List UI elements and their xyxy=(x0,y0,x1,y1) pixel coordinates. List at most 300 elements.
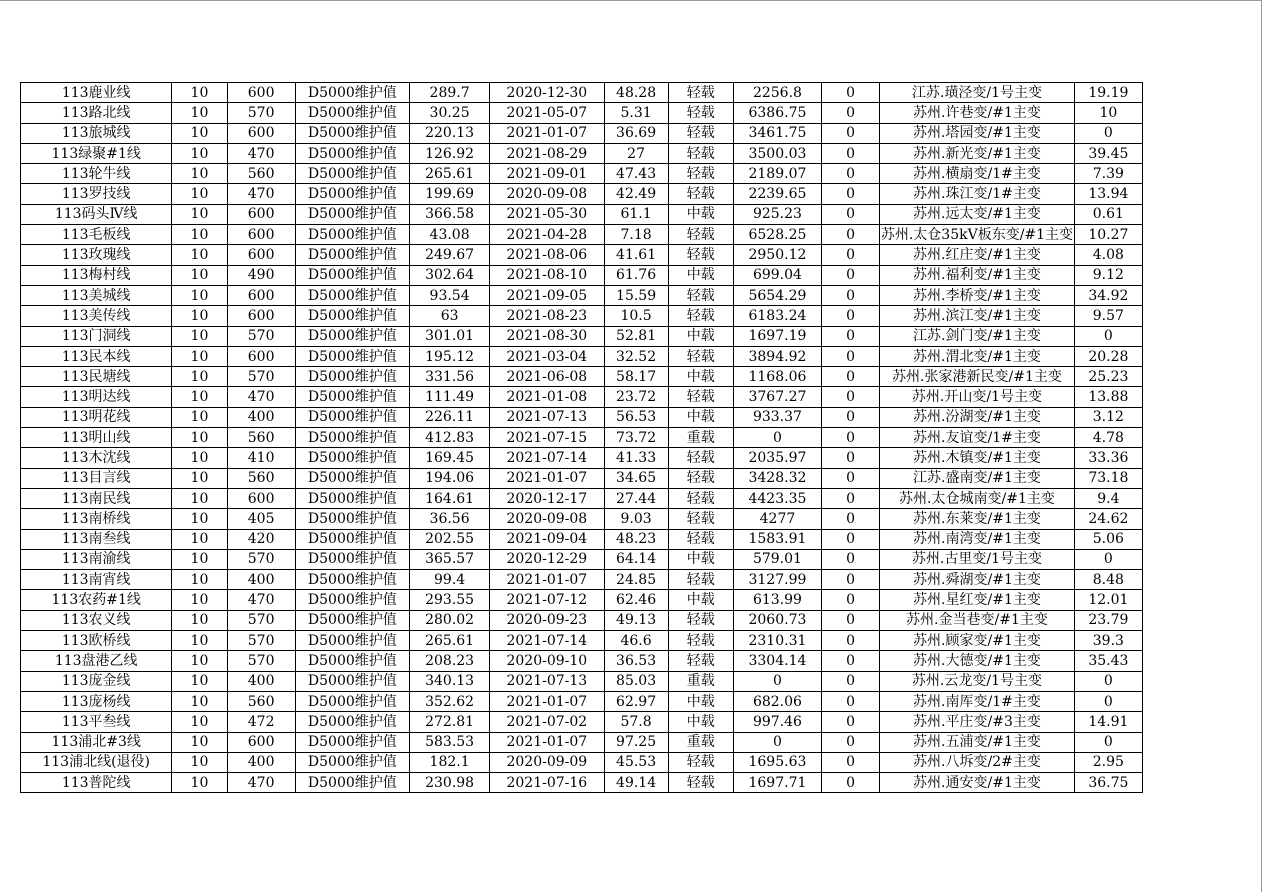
cell-substation[interactable]: 苏州.南湾变/#1主变 xyxy=(880,529,1075,549)
cell-rated-current[interactable]: 600 xyxy=(227,346,295,366)
cell-line-name[interactable]: 113南叁线 xyxy=(21,529,172,549)
cell-percent[interactable]: 9.12 xyxy=(1074,265,1142,285)
cell-remaining-capacity[interactable]: 0 xyxy=(733,732,821,752)
cell-line-name[interactable]: 113绿聚#1线 xyxy=(21,143,172,163)
cell-date[interactable]: 2021-08-23 xyxy=(490,306,604,326)
cell-line-name[interactable]: 113明山线 xyxy=(21,428,172,448)
cell-percent[interactable]: 9.4 xyxy=(1074,488,1142,508)
cell-remaining-capacity[interactable]: 682.06 xyxy=(733,691,821,711)
cell-data-source[interactable]: D5000维护值 xyxy=(295,549,409,569)
cell-date[interactable]: 2021-01-07 xyxy=(490,691,604,711)
cell-load-rate[interactable]: 47.43 xyxy=(604,164,668,184)
cell-percent[interactable]: 13.88 xyxy=(1074,387,1142,407)
cell-remaining-capacity[interactable]: 5654.29 xyxy=(733,285,821,305)
cell-voltage[interactable]: 10 xyxy=(172,590,227,610)
cell-voltage[interactable]: 10 xyxy=(172,245,227,265)
cell-rated-current[interactable]: 600 xyxy=(227,225,295,245)
cell-substation[interactable]: 苏州.大德变/#1主变 xyxy=(880,651,1075,671)
cell-rated-current[interactable]: 570 xyxy=(227,651,295,671)
cell-remaining-capacity[interactable]: 2035.97 xyxy=(733,448,821,468)
cell-flag[interactable]: 0 xyxy=(822,631,880,651)
cell-line-name[interactable]: 113玫瑰线 xyxy=(21,245,172,265)
cell-load-rate[interactable]: 49.13 xyxy=(604,610,668,630)
cell-remaining-capacity[interactable]: 1697.19 xyxy=(733,326,821,346)
cell-date[interactable]: 2020-12-17 xyxy=(490,488,604,508)
cell-percent[interactable]: 35.43 xyxy=(1074,651,1142,671)
cell-substation[interactable]: 苏州.许巷变/#1主变 xyxy=(880,103,1075,123)
cell-date[interactable]: 2021-07-15 xyxy=(490,428,604,448)
cell-substation[interactable]: 苏州.李桥变/#1主变 xyxy=(880,285,1075,305)
cell-line-name[interactable]: 113平叁线 xyxy=(21,712,172,732)
cell-rated-current[interactable]: 600 xyxy=(227,488,295,508)
cell-date[interactable]: 2021-07-13 xyxy=(490,407,604,427)
cell-voltage[interactable]: 10 xyxy=(172,752,227,772)
cell-load-rate[interactable]: 52.81 xyxy=(604,326,668,346)
cell-substation[interactable]: 苏州.渭北变/#1主变 xyxy=(880,346,1075,366)
cell-load-status[interactable]: 轻载 xyxy=(668,387,733,407)
cell-rated-current[interactable]: 600 xyxy=(227,245,295,265)
cell-load-status[interactable]: 轻载 xyxy=(668,509,733,529)
cell-load-rate[interactable]: 7.18 xyxy=(604,225,668,245)
cell-current-value[interactable]: 169.45 xyxy=(410,448,490,468)
cell-load-rate[interactable]: 62.46 xyxy=(604,590,668,610)
cell-load-rate[interactable]: 42.49 xyxy=(604,184,668,204)
cell-remaining-capacity[interactable]: 0 xyxy=(733,428,821,448)
cell-flag[interactable]: 0 xyxy=(822,103,880,123)
cell-current-value[interactable]: 412.83 xyxy=(410,428,490,448)
cell-voltage[interactable]: 10 xyxy=(172,529,227,549)
cell-voltage[interactable]: 10 xyxy=(172,265,227,285)
cell-line-name[interactable]: 113庞杨线 xyxy=(21,691,172,711)
cell-percent[interactable]: 23.79 xyxy=(1074,610,1142,630)
cell-flag[interactable]: 0 xyxy=(822,590,880,610)
cell-substation[interactable]: 苏州.木镇变/#1主变 xyxy=(880,448,1075,468)
cell-current-value[interactable]: 182.1 xyxy=(410,752,490,772)
cell-flag[interactable]: 0 xyxy=(822,488,880,508)
cell-percent[interactable]: 19.19 xyxy=(1074,83,1142,103)
cell-current-value[interactable]: 230.98 xyxy=(410,773,490,793)
cell-flag[interactable]: 0 xyxy=(822,691,880,711)
cell-load-rate[interactable]: 46.6 xyxy=(604,631,668,651)
cell-line-name[interactable]: 113码头Ⅳ线 xyxy=(21,204,172,224)
cell-load-rate[interactable]: 27.44 xyxy=(604,488,668,508)
cell-flag[interactable]: 0 xyxy=(822,123,880,143)
cell-date[interactable]: 2021-01-07 xyxy=(490,570,604,590)
cell-load-status[interactable]: 重载 xyxy=(668,428,733,448)
cell-load-status[interactable]: 重载 xyxy=(668,732,733,752)
cell-data-source[interactable]: D5000维护值 xyxy=(295,387,409,407)
cell-voltage[interactable]: 10 xyxy=(172,509,227,529)
cell-substation[interactable]: 苏州.塔园变/#1主变 xyxy=(880,123,1075,143)
cell-load-rate[interactable]: 23.72 xyxy=(604,387,668,407)
cell-remaining-capacity[interactable]: 2950.12 xyxy=(733,245,821,265)
cell-line-name[interactable]: 113南民线 xyxy=(21,488,172,508)
cell-substation[interactable]: 苏州.福利变/#1主变 xyxy=(880,265,1075,285)
cell-load-status[interactable]: 轻载 xyxy=(668,488,733,508)
cell-flag[interactable]: 0 xyxy=(822,387,880,407)
cell-date[interactable]: 2020-12-30 xyxy=(490,83,604,103)
cell-load-status[interactable]: 轻载 xyxy=(668,773,733,793)
cell-voltage[interactable]: 10 xyxy=(172,83,227,103)
cell-load-rate[interactable]: 57.8 xyxy=(604,712,668,732)
cell-load-rate[interactable]: 97.25 xyxy=(604,732,668,752)
cell-rated-current[interactable]: 570 xyxy=(227,326,295,346)
cell-data-source[interactable]: D5000维护值 xyxy=(295,509,409,529)
cell-load-rate[interactable]: 85.03 xyxy=(604,671,668,691)
cell-remaining-capacity[interactable]: 2310.31 xyxy=(733,631,821,651)
cell-date[interactable]: 2021-09-04 xyxy=(490,529,604,549)
cell-voltage[interactable]: 10 xyxy=(172,367,227,387)
cell-date[interactable]: 2021-07-12 xyxy=(490,590,604,610)
cell-load-rate[interactable]: 10.5 xyxy=(604,306,668,326)
cell-rated-current[interactable]: 600 xyxy=(227,123,295,143)
cell-load-status[interactable]: 轻载 xyxy=(668,285,733,305)
cell-substation[interactable]: 苏州.横扇变/1#主变 xyxy=(880,164,1075,184)
cell-current-value[interactable]: 93.54 xyxy=(410,285,490,305)
cell-load-status[interactable]: 中载 xyxy=(668,367,733,387)
cell-remaining-capacity[interactable]: 3461.75 xyxy=(733,123,821,143)
cell-load-rate[interactable]: 9.03 xyxy=(604,509,668,529)
cell-current-value[interactable]: 36.56 xyxy=(410,509,490,529)
cell-load-status[interactable]: 中载 xyxy=(668,204,733,224)
cell-load-status[interactable]: 轻载 xyxy=(668,448,733,468)
cell-load-status[interactable]: 轻载 xyxy=(668,570,733,590)
cell-remaining-capacity[interactable]: 6386.75 xyxy=(733,103,821,123)
cell-load-status[interactable]: 轻载 xyxy=(668,529,733,549)
cell-remaining-capacity[interactable]: 3894.92 xyxy=(733,346,821,366)
cell-data-source[interactable]: D5000维护值 xyxy=(295,590,409,610)
cell-flag[interactable]: 0 xyxy=(822,732,880,752)
cell-flag[interactable]: 0 xyxy=(822,285,880,305)
cell-remaining-capacity[interactable]: 2239.65 xyxy=(733,184,821,204)
cell-date[interactable]: 2021-08-10 xyxy=(490,265,604,285)
cell-load-rate[interactable]: 27 xyxy=(604,143,668,163)
cell-load-rate[interactable]: 41.33 xyxy=(604,448,668,468)
cell-flag[interactable]: 0 xyxy=(822,448,880,468)
cell-current-value[interactable]: 220.13 xyxy=(410,123,490,143)
cell-voltage[interactable]: 10 xyxy=(172,651,227,671)
cell-percent[interactable]: 7.39 xyxy=(1074,164,1142,184)
cell-flag[interactable]: 0 xyxy=(822,143,880,163)
cell-voltage[interactable]: 10 xyxy=(172,732,227,752)
cell-load-rate[interactable]: 32.52 xyxy=(604,346,668,366)
cell-load-status[interactable]: 中载 xyxy=(668,549,733,569)
cell-line-name[interactable]: 113美城线 xyxy=(21,285,172,305)
cell-data-source[interactable]: D5000维护值 xyxy=(295,306,409,326)
cell-data-source[interactable]: D5000维护值 xyxy=(295,164,409,184)
cell-load-status[interactable]: 轻载 xyxy=(668,83,733,103)
cell-current-value[interactable]: 43.08 xyxy=(410,225,490,245)
cell-load-status[interactable]: 轻载 xyxy=(668,245,733,265)
cell-percent[interactable]: 0 xyxy=(1074,326,1142,346)
cell-voltage[interactable]: 10 xyxy=(172,549,227,569)
cell-load-status[interactable]: 轻载 xyxy=(668,752,733,772)
cell-substation[interactable]: 苏州.友谊变/1#主变 xyxy=(880,428,1075,448)
cell-rated-current[interactable]: 470 xyxy=(227,143,295,163)
cell-percent[interactable]: 39.3 xyxy=(1074,631,1142,651)
cell-date[interactable]: 2021-04-28 xyxy=(490,225,604,245)
cell-percent[interactable]: 2.95 xyxy=(1074,752,1142,772)
cell-percent[interactable]: 20.28 xyxy=(1074,346,1142,366)
cell-voltage[interactable]: 10 xyxy=(172,204,227,224)
cell-data-source[interactable]: D5000维护值 xyxy=(295,204,409,224)
cell-remaining-capacity[interactable]: 933.37 xyxy=(733,407,821,427)
cell-line-name[interactable]: 113明花线 xyxy=(21,407,172,427)
cell-load-rate[interactable]: 62.97 xyxy=(604,691,668,711)
cell-load-rate[interactable]: 61.76 xyxy=(604,265,668,285)
cell-percent[interactable]: 5.06 xyxy=(1074,529,1142,549)
cell-percent[interactable]: 24.62 xyxy=(1074,509,1142,529)
cell-load-status[interactable]: 轻载 xyxy=(668,610,733,630)
cell-substation[interactable]: 苏州.张家港新民变/#1主变 xyxy=(880,367,1075,387)
cell-load-rate[interactable]: 41.61 xyxy=(604,245,668,265)
cell-rated-current[interactable]: 560 xyxy=(227,468,295,488)
cell-load-rate[interactable]: 45.53 xyxy=(604,752,668,772)
cell-flag[interactable]: 0 xyxy=(822,83,880,103)
cell-date[interactable]: 2021-09-05 xyxy=(490,285,604,305)
cell-flag[interactable]: 0 xyxy=(822,306,880,326)
cell-remaining-capacity[interactable]: 3304.14 xyxy=(733,651,821,671)
cell-percent[interactable]: 0 xyxy=(1074,123,1142,143)
cell-load-status[interactable]: 轻载 xyxy=(668,143,733,163)
cell-date[interactable]: 2020-12-29 xyxy=(490,549,604,569)
cell-rated-current[interactable]: 600 xyxy=(227,204,295,224)
cell-date[interactable]: 2020-09-08 xyxy=(490,184,604,204)
cell-data-source[interactable]: D5000维护值 xyxy=(295,83,409,103)
cell-load-status[interactable]: 中载 xyxy=(668,326,733,346)
cell-date[interactable]: 2021-05-07 xyxy=(490,103,604,123)
cell-percent[interactable]: 0 xyxy=(1074,549,1142,569)
cell-data-source[interactable]: D5000维护值 xyxy=(295,651,409,671)
cell-remaining-capacity[interactable]: 925.23 xyxy=(733,204,821,224)
cell-remaining-capacity[interactable]: 4277 xyxy=(733,509,821,529)
cell-load-status[interactable]: 中载 xyxy=(668,712,733,732)
cell-data-source[interactable]: D5000维护值 xyxy=(295,631,409,651)
cell-flag[interactable]: 0 xyxy=(822,346,880,366)
cell-data-source[interactable]: D5000维护值 xyxy=(295,468,409,488)
cell-current-value[interactable]: 199.69 xyxy=(410,184,490,204)
cell-current-value[interactable]: 208.23 xyxy=(410,651,490,671)
cell-data-source[interactable]: D5000维护值 xyxy=(295,752,409,772)
cell-flag[interactable]: 0 xyxy=(822,245,880,265)
cell-percent[interactable]: 13.94 xyxy=(1074,184,1142,204)
cell-rated-current[interactable]: 570 xyxy=(227,103,295,123)
cell-line-name[interactable]: 113浦北线(退役) xyxy=(21,752,172,772)
cell-voltage[interactable]: 10 xyxy=(172,143,227,163)
cell-line-name[interactable]: 113美传线 xyxy=(21,306,172,326)
cell-data-source[interactable]: D5000维护值 xyxy=(295,529,409,549)
cell-substation[interactable]: 苏州.五浦变/#1主变 xyxy=(880,732,1075,752)
cell-date[interactable]: 2021-07-14 xyxy=(490,631,604,651)
cell-rated-current[interactable]: 400 xyxy=(227,752,295,772)
cell-rated-current[interactable]: 420 xyxy=(227,529,295,549)
cell-load-rate[interactable]: 36.53 xyxy=(604,651,668,671)
cell-percent[interactable]: 10 xyxy=(1074,103,1142,123)
cell-data-source[interactable]: D5000维护值 xyxy=(295,285,409,305)
cell-date[interactable]: 2021-07-02 xyxy=(490,712,604,732)
cell-date[interactable]: 2020-09-10 xyxy=(490,651,604,671)
cell-line-name[interactable]: 113南宵线 xyxy=(21,570,172,590)
cell-data-source[interactable]: D5000维护值 xyxy=(295,773,409,793)
cell-current-value[interactable]: 30.25 xyxy=(410,103,490,123)
cell-voltage[interactable]: 10 xyxy=(172,468,227,488)
cell-data-source[interactable]: D5000维护值 xyxy=(295,488,409,508)
cell-line-name[interactable]: 113毛板线 xyxy=(21,225,172,245)
cell-data-source[interactable]: D5000维护值 xyxy=(295,184,409,204)
cell-flag[interactable]: 0 xyxy=(822,712,880,732)
cell-rated-current[interactable]: 600 xyxy=(227,732,295,752)
cell-current-value[interactable]: 302.64 xyxy=(410,265,490,285)
cell-line-name[interactable]: 113南桥线 xyxy=(21,509,172,529)
cell-flag[interactable]: 0 xyxy=(822,184,880,204)
cell-remaining-capacity[interactable]: 3500.03 xyxy=(733,143,821,163)
cell-voltage[interactable]: 10 xyxy=(172,184,227,204)
cell-rated-current[interactable]: 470 xyxy=(227,387,295,407)
cell-current-value[interactable]: 99.4 xyxy=(410,570,490,590)
cell-data-source[interactable]: D5000维护值 xyxy=(295,732,409,752)
cell-flag[interactable]: 0 xyxy=(822,164,880,184)
cell-rated-current[interactable]: 560 xyxy=(227,164,295,184)
cell-line-name[interactable]: 113欧桥线 xyxy=(21,631,172,651)
cell-voltage[interactable]: 10 xyxy=(172,407,227,427)
cell-flag[interactable]: 0 xyxy=(822,529,880,549)
cell-substation[interactable]: 苏州.云龙变/1号主变 xyxy=(880,671,1075,691)
cell-flag[interactable]: 0 xyxy=(822,225,880,245)
cell-voltage[interactable]: 10 xyxy=(172,103,227,123)
cell-flag[interactable]: 0 xyxy=(822,610,880,630)
cell-date[interactable]: 2021-08-30 xyxy=(490,326,604,346)
cell-current-value[interactable]: 293.55 xyxy=(410,590,490,610)
cell-line-name[interactable]: 113普陀线 xyxy=(21,773,172,793)
cell-remaining-capacity[interactable]: 579.01 xyxy=(733,549,821,569)
cell-percent[interactable]: 34.92 xyxy=(1074,285,1142,305)
cell-flag[interactable]: 0 xyxy=(822,671,880,691)
cell-current-value[interactable]: 265.61 xyxy=(410,164,490,184)
cell-flag[interactable]: 0 xyxy=(822,326,880,346)
cell-data-source[interactable]: D5000维护值 xyxy=(295,407,409,427)
cell-remaining-capacity[interactable]: 3127.99 xyxy=(733,570,821,590)
cell-voltage[interactable]: 10 xyxy=(172,773,227,793)
cell-substation[interactable]: 苏州.平庄变/#3主变 xyxy=(880,712,1075,732)
cell-line-name[interactable]: 113农药#1线 xyxy=(21,590,172,610)
cell-remaining-capacity[interactable]: 6183.24 xyxy=(733,306,821,326)
cell-data-source[interactable]: D5000维护值 xyxy=(295,367,409,387)
cell-data-source[interactable]: D5000维护值 xyxy=(295,265,409,285)
cell-voltage[interactable]: 10 xyxy=(172,285,227,305)
cell-remaining-capacity[interactable]: 613.99 xyxy=(733,590,821,610)
cell-flag[interactable]: 0 xyxy=(822,509,880,529)
cell-load-rate[interactable]: 64.14 xyxy=(604,549,668,569)
cell-substation[interactable]: 江苏.剑门变/#1主变 xyxy=(880,326,1075,346)
cell-remaining-capacity[interactable]: 1168.06 xyxy=(733,367,821,387)
cell-substation[interactable]: 苏州.南厍变/1#主变 xyxy=(880,691,1075,711)
cell-remaining-capacity[interactable]: 997.46 xyxy=(733,712,821,732)
cell-load-status[interactable]: 轻载 xyxy=(668,184,733,204)
cell-rated-current[interactable]: 600 xyxy=(227,285,295,305)
cell-remaining-capacity[interactable]: 1583.91 xyxy=(733,529,821,549)
cell-rated-current[interactable]: 560 xyxy=(227,428,295,448)
cell-rated-current[interactable]: 570 xyxy=(227,631,295,651)
cell-data-source[interactable]: D5000维护值 xyxy=(295,570,409,590)
cell-rated-current[interactable]: 600 xyxy=(227,306,295,326)
cell-rated-current[interactable]: 600 xyxy=(227,83,295,103)
cell-voltage[interactable]: 10 xyxy=(172,326,227,346)
cell-date[interactable]: 2021-07-16 xyxy=(490,773,604,793)
cell-substation[interactable]: 苏州.汾湖变/#1主变 xyxy=(880,407,1075,427)
cell-load-status[interactable]: 中载 xyxy=(668,265,733,285)
cell-current-value[interactable]: 340.13 xyxy=(410,671,490,691)
cell-current-value[interactable]: 366.58 xyxy=(410,204,490,224)
cell-current-value[interactable]: 164.61 xyxy=(410,488,490,508)
cell-load-rate[interactable]: 48.23 xyxy=(604,529,668,549)
cell-voltage[interactable]: 10 xyxy=(172,123,227,143)
cell-data-source[interactable]: D5000维护值 xyxy=(295,691,409,711)
cell-current-value[interactable]: 63 xyxy=(410,306,490,326)
cell-voltage[interactable]: 10 xyxy=(172,306,227,326)
cell-data-source[interactable]: D5000维护值 xyxy=(295,671,409,691)
cell-percent[interactable]: 25.23 xyxy=(1074,367,1142,387)
cell-line-name[interactable]: 113轮牛线 xyxy=(21,164,172,184)
cell-percent[interactable]: 4.08 xyxy=(1074,245,1142,265)
cell-substation[interactable]: 苏州.东莱变/#1主变 xyxy=(880,509,1075,529)
cell-load-rate[interactable]: 48.28 xyxy=(604,83,668,103)
cell-data-source[interactable]: D5000维护值 xyxy=(295,448,409,468)
cell-current-value[interactable]: 265.61 xyxy=(410,631,490,651)
cell-percent[interactable]: 12.01 xyxy=(1074,590,1142,610)
cell-substation[interactable]: 苏州.太仓城南变/#1主变 xyxy=(880,488,1075,508)
cell-remaining-capacity[interactable]: 3428.32 xyxy=(733,468,821,488)
cell-substation[interactable]: 江苏.璜泾变/1号主变 xyxy=(880,83,1075,103)
cell-line-name[interactable]: 113目言线 xyxy=(21,468,172,488)
cell-current-value[interactable]: 583.53 xyxy=(410,732,490,752)
cell-load-status[interactable]: 轻载 xyxy=(668,103,733,123)
cell-voltage[interactable]: 10 xyxy=(172,448,227,468)
cell-rated-current[interactable]: 470 xyxy=(227,590,295,610)
cell-voltage[interactable]: 10 xyxy=(172,225,227,245)
cell-remaining-capacity[interactable]: 6528.25 xyxy=(733,225,821,245)
cell-rated-current[interactable]: 470 xyxy=(227,184,295,204)
cell-substation[interactable]: 苏州.太仓35kV板东变/#1主变 xyxy=(880,225,1075,245)
cell-percent[interactable]: 3.12 xyxy=(1074,407,1142,427)
cell-flag[interactable]: 0 xyxy=(822,752,880,772)
cell-substation[interactable]: 苏州.远太变/#1主变 xyxy=(880,204,1075,224)
cell-flag[interactable]: 0 xyxy=(822,651,880,671)
cell-load-rate[interactable]: 73.72 xyxy=(604,428,668,448)
cell-percent[interactable]: 36.75 xyxy=(1074,773,1142,793)
cell-current-value[interactable]: 272.81 xyxy=(410,712,490,732)
cell-voltage[interactable]: 10 xyxy=(172,671,227,691)
cell-current-value[interactable]: 202.55 xyxy=(410,529,490,549)
cell-line-name[interactable]: 113盘港乙线 xyxy=(21,651,172,671)
cell-flag[interactable]: 0 xyxy=(822,570,880,590)
cell-substation[interactable]: 苏州.八坼变/2#主变 xyxy=(880,752,1075,772)
cell-line-name[interactable]: 113路北线 xyxy=(21,103,172,123)
cell-substation[interactable]: 苏州.开山变/1号主变 xyxy=(880,387,1075,407)
cell-load-rate[interactable]: 34.65 xyxy=(604,468,668,488)
cell-load-status[interactable]: 轻载 xyxy=(668,164,733,184)
cell-date[interactable]: 2021-07-14 xyxy=(490,448,604,468)
cell-remaining-capacity[interactable]: 3767.27 xyxy=(733,387,821,407)
cell-rated-current[interactable]: 570 xyxy=(227,367,295,387)
cell-percent[interactable]: 0 xyxy=(1074,732,1142,752)
cell-rated-current[interactable]: 470 xyxy=(227,773,295,793)
cell-percent[interactable]: 14.91 xyxy=(1074,712,1142,732)
cell-load-rate[interactable]: 56.53 xyxy=(604,407,668,427)
cell-voltage[interactable]: 10 xyxy=(172,428,227,448)
cell-remaining-capacity[interactable]: 699.04 xyxy=(733,265,821,285)
cell-substation[interactable]: 苏州.舜湖变/#1主变 xyxy=(880,570,1075,590)
cell-data-source[interactable]: D5000维护值 xyxy=(295,103,409,123)
